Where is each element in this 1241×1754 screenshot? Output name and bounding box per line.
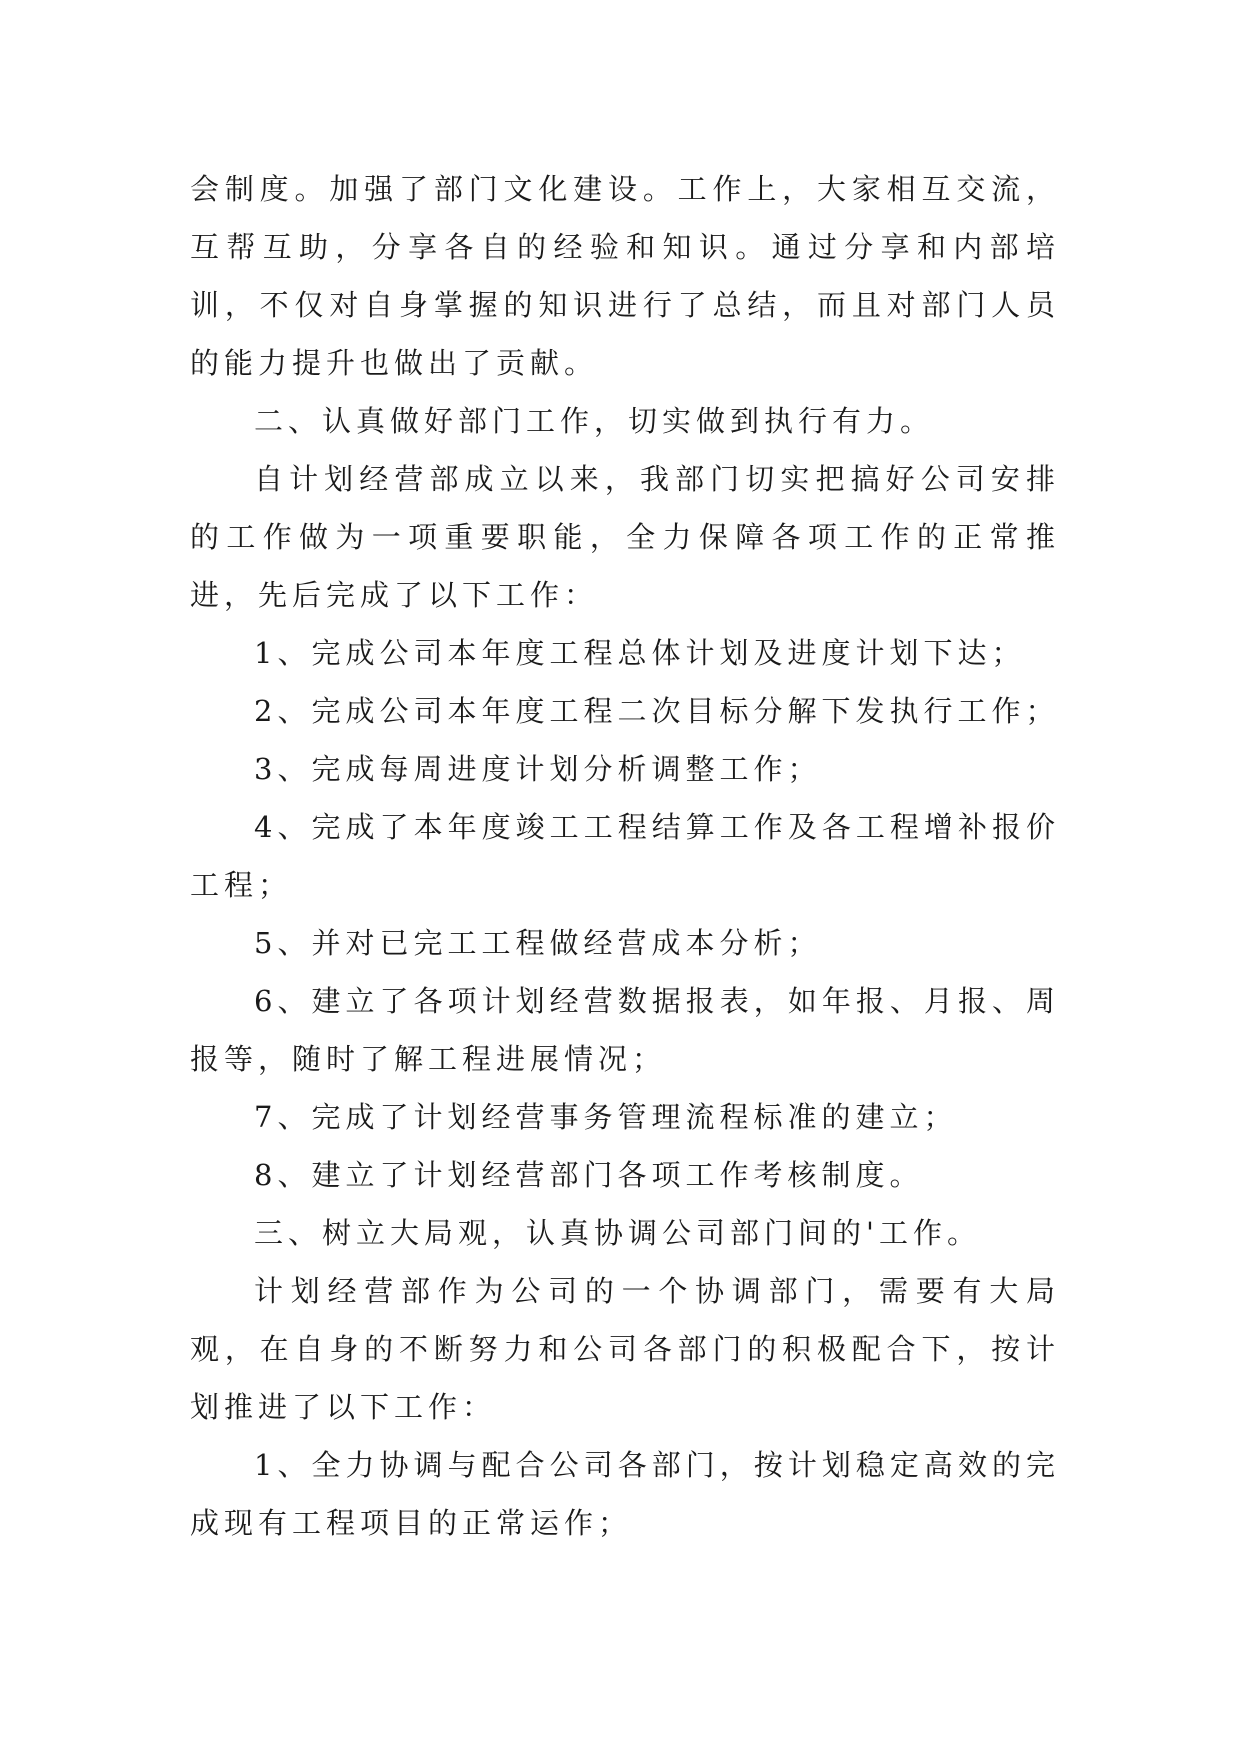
list-item-8: 8、建立了计划经营部门各项工作考核制度。	[254, 1158, 924, 1192]
paragraph-intro-2: 自计划经营部成立以来，我部门切实把搞好公司安排的工作做为一项重要职能，全力保障各项工作的正常推进，先后完成了以下工作：	[190, 462, 1060, 612]
list-item-7: 7、完成了计划经营事务管理流程标准的建立；	[254, 1100, 958, 1134]
paragraph-continuation: 会制度。加强了部门文化建设。工作上，大家相互交流，互帮互助，分享各自的经验和知识。通过分享和内部培训，不仅对自身掌握的知识进行了总结，而且对部门人员的能力提升也做出了贡献。	[190, 172, 1060, 380]
list-item-2: 2、完成公司本年度工程二次目标分解下发执行工作；	[254, 694, 1060, 728]
section-heading-3: 三、树立大局观，认真协调公司部门间的'工作。	[254, 1216, 981, 1250]
list-item-3-1: 1、全力协调与配合公司各部门，按计划稳定高效的完成现有工程项目的正常运作；	[190, 1448, 1060, 1540]
list-item-4: 4、完成了本年度竣工工程结算工作及各工程增补报价工程；	[190, 810, 1060, 902]
document-body	[190, 160, 1060, 1552]
list-item-1: 1、完成公司本年度工程总体计划及进度计划下达；	[254, 636, 1026, 670]
list-item-3: 3、完成每周进度计划分析调整工作；	[254, 752, 822, 786]
list-item-6: 6、建立了各项计划经营数据报表，如年报、月报、周报等，随时了解工程进展情况；	[190, 984, 1060, 1076]
section-heading-2: 二、认真做好部门工作，切实做到执行有力。	[254, 404, 935, 438]
list-item-5: 5、并对已完工工程做经营成本分析；	[254, 926, 822, 960]
paragraph-intro-3: 计划经营部作为公司的一个协调部门，需要有大局观，在自身的不断努力和公司各部门的积极配合下，按计划推进了以下工作：	[190, 1274, 1060, 1424]
